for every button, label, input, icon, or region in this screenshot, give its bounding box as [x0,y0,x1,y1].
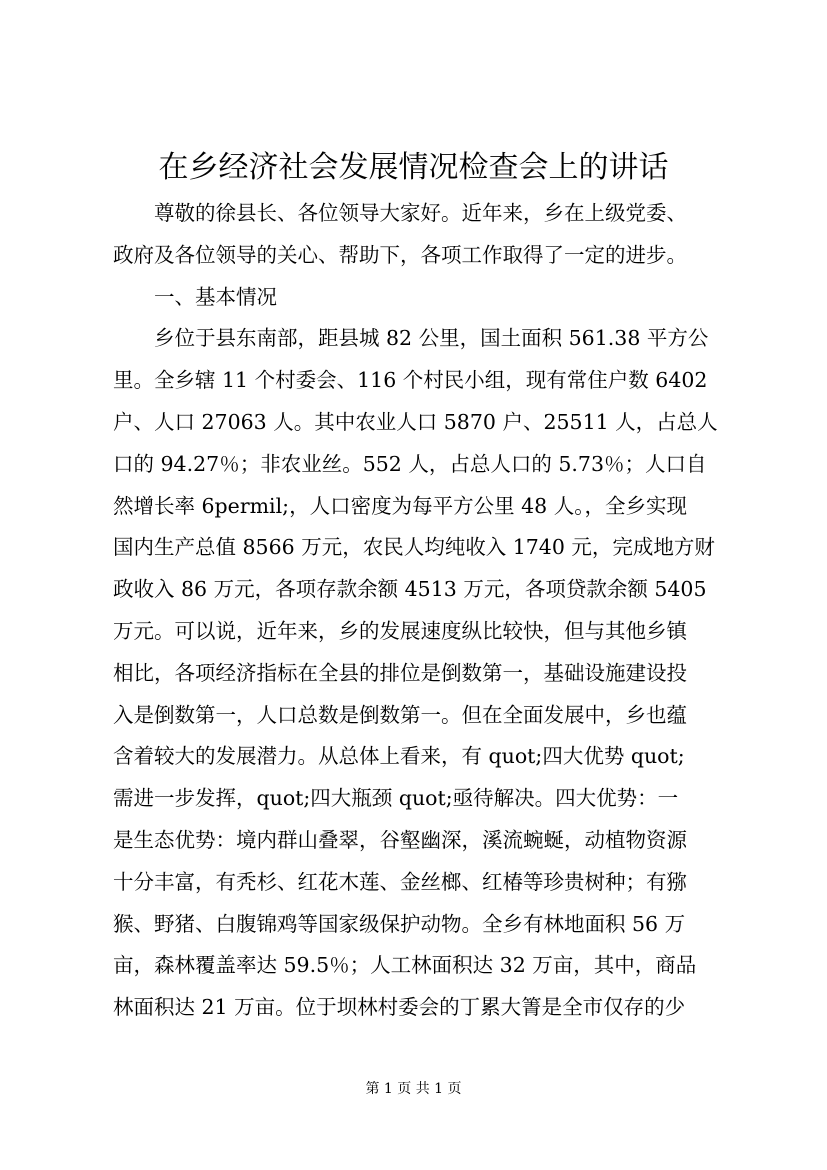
paragraph-line: 含着较大的发展潜力。从总体上看来，有 quot;四大优势 quot; [113,744,685,769]
paragraph-line: 户、人口 27063 人。其中农业人口 5870 户、25511 人，占总人 [113,409,718,434]
paragraph-line: 需进一步发挥，quot;四大瓶颈 quot;亟待解决。四大优势：一 [113,786,679,811]
paragraph-line: 里。全乡辖 11 个村委会、116 个村民小组，现有常住户数 6402 [113,368,708,393]
paragraph-line: 乡位于县东南部，距县城 82 公里，国土面积 561.38 平方公 [154,326,709,351]
paragraph-line: 政府及各位领导的关心、帮助下，各项工作取得了一定的进步。 [113,242,687,267]
paragraph-line: 亩，森林覆盖率达 59.5％；人工林面积达 32 万亩，其中，商品 [113,953,697,978]
paragraph-line: 入是倒数第一，人口总数是倒数第一。但在全面发展中，乡也蕴 [113,702,687,727]
paragraph-line: 林面积达 21 万亩。位于坝林村委会的丁累大箐是全市仅存的少 [113,995,686,1020]
paragraph-line: 是生态优势：境内群山叠翠，谷壑幽深，溪流蜿蜒，动植物资源 [113,827,687,852]
section-heading: 一、基本情况 [154,284,277,309]
paragraph-line: 十分丰富，有秃杉、红花木莲、金丝榔、红椿等珍贵树种；有猕 [113,869,687,894]
paragraph-line: 然增长率 6permil;，人口密度为每平方公里 48 人。，全乡实现 [113,493,687,518]
document-title: 在乡经济社会发展情况检查会上的讲话 [158,150,669,185]
document-body [113,193,743,1029]
paragraph-line: 猴、野猪、白腹锦鸡等国家级保护动物。全乡有林地面积 56 万 [113,911,686,936]
paragraph-line: 口的 94.27％；非农业丝。552 人，占总人口的 5.73％；人口自 [113,451,707,476]
paragraph-line: 相比，各项经济指标在全县的排位是倒数第一，基础设施建设投 [113,660,687,685]
paragraph-line: 尊敬的徐县长、各位领导大家好。近年来，乡在上级党委、 [154,201,687,225]
paragraph-line: 万元。可以说，近年来，乡的发展速度纵比较快，但与其他乡镇 [113,618,687,643]
page-number-footer: 第 1 页 共 1 页 [365,1081,462,1097]
paragraph-line: 政收入 86 万元，各项存款余额 4513 万元，各项贷款余额 5405 [113,577,707,602]
paragraph-line: 国内生产总值 8566 万元，农民人均纯收入 1740 元，完成地方财 [113,535,715,560]
